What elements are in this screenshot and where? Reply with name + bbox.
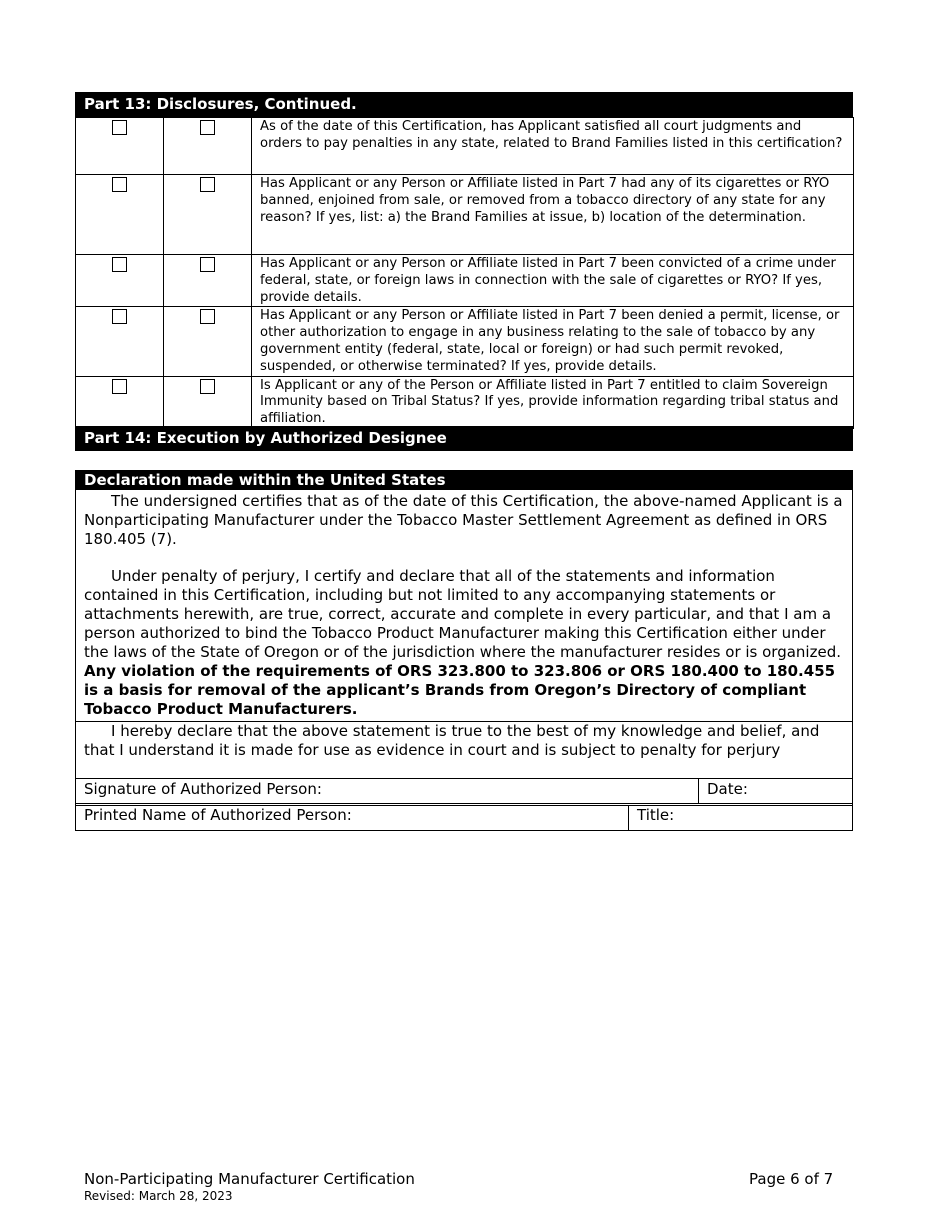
yes-checkbox[interactable] xyxy=(112,379,127,394)
date-field[interactable] xyxy=(752,779,851,802)
declaration-text-2: Under penalty of perjury, I certify and declare that all of the statements and information contained in this Certification, including but not limited to any accompanying statements or attachments herewith, are true, correct, accurate and complete in every particular, and that I am a person authorized to bind the Tobacco Product Manufacturer making this Certification either under the laws of the State of Oregon or of the jurisdiction where the manufacturer resides or is organized. xyxy=(84,567,841,661)
printed-name-label: Printed Name of Authorized Person: xyxy=(84,806,352,824)
table-row xyxy=(76,307,854,376)
footer-revised-date: Revised: March 28, 2023 xyxy=(84,1189,233,1203)
signature-field[interactable] xyxy=(330,779,696,802)
divider xyxy=(75,803,853,804)
yes-checkbox[interactable] xyxy=(112,257,127,272)
printed-name-field[interactable] xyxy=(368,806,626,829)
part13-disclosure-table xyxy=(75,117,854,429)
no-checkbox[interactable] xyxy=(200,309,215,324)
yes-checkbox[interactable] xyxy=(112,120,127,135)
violation-warning: Any violation of the requirements of ORS 323.800 to 323.806 or ORS 180.400 to 180.455 is a basis for removal of the applicant’s Brands from Oregon’s Directory of compliant Tobacco Product Manufacturers. xyxy=(84,662,836,718)
signature-label: Signature of Authorized Person: xyxy=(84,780,322,798)
question-text: Has Applicant or any Person or Affiliate listed in Part 7 been denied a permit, license, or other authorization to engage in any business relating to the sale of tobacco by any government entity (federal, state, local or foreign) or had such permit revoked, suspended, or otherwise terminated? If yes, provide details. xyxy=(252,307,854,376)
footer-title: Non-Participating Manufacturer Certification xyxy=(84,1170,415,1188)
page-number: Page 6 of 7 xyxy=(749,1170,834,1188)
divider xyxy=(698,778,699,803)
table-row xyxy=(76,118,854,175)
no-checkbox[interactable] xyxy=(200,379,215,394)
declaration-text-1: The undersigned certifies that as of the date of this Certification, the above-named Applicant is a Nonparticipating Manufacturer under the Tobacco Master Settlement Agreement as defined in ORS 180.405 (7). xyxy=(84,492,843,548)
declaration-text-3: I hereby declare that the above statement is true to the best of my knowledge and belief, and that I understand it is made for use as evidence in court and is subject to penalty for perjury xyxy=(84,722,820,759)
part13-header: Part 13: Disclosures, Continued. xyxy=(75,92,853,117)
table-row xyxy=(76,376,854,428)
question-text: Is Applicant or any of the Person or Affiliate listed in Part 7 entitled to claim Sovereign Immunity based on Tribal Status? If yes, provide information regarding tribal status and affiliation. xyxy=(252,376,854,428)
no-checkbox[interactable] xyxy=(200,257,215,272)
part14-header: Part 14: Execution by Authorized Designee xyxy=(75,426,853,451)
title-label: Title: xyxy=(637,806,675,824)
yes-checkbox[interactable] xyxy=(112,177,127,192)
title-field[interactable] xyxy=(682,806,851,829)
yes-checkbox[interactable] xyxy=(112,309,127,324)
declaration-paragraph-3 xyxy=(84,722,848,760)
question-text: As of the date of this Certification, has Applicant satisfied all court judgments and orders to pay penalties in any state, related to Brand Families listed in this certification? xyxy=(252,118,854,175)
declaration-paragraph-1 xyxy=(84,492,848,549)
date-label: Date: xyxy=(707,780,748,798)
divider xyxy=(628,805,629,830)
no-checkbox[interactable] xyxy=(200,120,215,135)
question-text: Has Applicant or any Person or Affiliate listed in Part 7 been convicted of a crime under federal, state, or foreign laws in connection with the sale of cigarettes or RYO? If yes, provide details. xyxy=(252,255,854,307)
no-checkbox[interactable] xyxy=(200,177,215,192)
declaration-header: Declaration made within the United States xyxy=(75,470,853,490)
question-text: Has Applicant or any Person or Affiliate listed in Part 7 had any of its cigarettes or RYO banned, enjoined from sale, or removed from a tobacco directory of any state for any reason? If yes, list: a) the Brand Families at issue, b) location of the determination. xyxy=(252,175,854,255)
declaration-paragraph-2 xyxy=(84,567,848,719)
table-row xyxy=(76,255,854,307)
table-row xyxy=(76,175,854,255)
